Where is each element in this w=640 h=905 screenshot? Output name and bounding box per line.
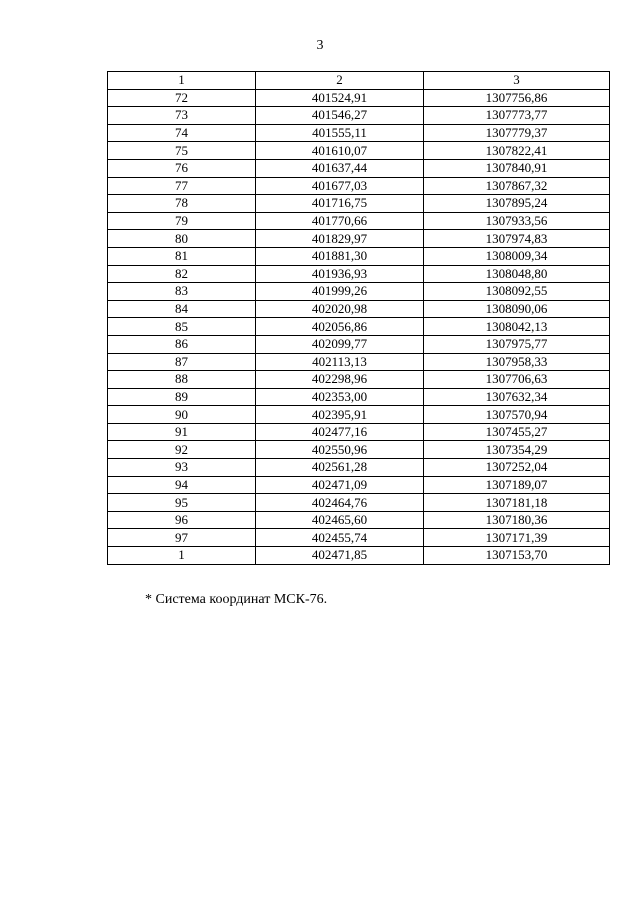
- table-body: [108, 89, 610, 564]
- x-coordinate-cell: 401637,44: [256, 159, 424, 177]
- x-coordinate-cell: 402113,13: [256, 353, 424, 371]
- point-number-cell: 97: [108, 529, 256, 547]
- y-coordinate-cell: 1308090,06: [424, 300, 610, 318]
- table-row: [108, 476, 610, 494]
- x-coordinate-cell: 401546,27: [256, 107, 424, 125]
- x-coordinate-cell: 402561,28: [256, 459, 424, 477]
- table-row: [108, 441, 610, 459]
- table-row: [108, 318, 610, 336]
- point-number-cell: 89: [108, 388, 256, 406]
- y-coordinate-cell: 1308009,34: [424, 247, 610, 265]
- point-number-cell: 1: [108, 547, 256, 565]
- point-number-cell: 87: [108, 353, 256, 371]
- table-row: [108, 142, 610, 160]
- point-number-cell: 94: [108, 476, 256, 494]
- x-coordinate-cell: 402471,09: [256, 476, 424, 494]
- y-coordinate-cell: 1307958,33: [424, 353, 610, 371]
- x-coordinate-cell: 401829,97: [256, 230, 424, 248]
- table-row: [108, 353, 610, 371]
- y-coordinate-cell: 1307895,24: [424, 195, 610, 213]
- point-number-cell: 81: [108, 247, 256, 265]
- column-header-y: 3: [424, 72, 610, 90]
- table-row: [108, 230, 610, 248]
- table-row: [108, 494, 610, 512]
- point-number-cell: 91: [108, 423, 256, 441]
- point-number-cell: 72: [108, 89, 256, 107]
- y-coordinate-cell: 1307756,86: [424, 89, 610, 107]
- point-number-cell: 74: [108, 124, 256, 142]
- y-coordinate-cell: 1307840,91: [424, 159, 610, 177]
- x-coordinate-cell: 402353,00: [256, 388, 424, 406]
- point-number-cell: 93: [108, 459, 256, 477]
- column-header-x: 2: [256, 72, 424, 90]
- y-coordinate-cell: 1307252,04: [424, 459, 610, 477]
- table-row: [108, 423, 610, 441]
- y-coordinate-cell: 1307171,39: [424, 529, 610, 547]
- table-row: [108, 89, 610, 107]
- x-coordinate-cell: 402298,96: [256, 371, 424, 389]
- point-number-cell: 85: [108, 318, 256, 336]
- table-header-row: [108, 72, 610, 90]
- table-row: [108, 371, 610, 389]
- table-row: [108, 511, 610, 529]
- y-coordinate-cell: 1307180,36: [424, 511, 610, 529]
- point-number-cell: 78: [108, 195, 256, 213]
- y-coordinate-cell: 1307975,77: [424, 335, 610, 353]
- y-coordinate-cell: 1307822,41: [424, 142, 610, 160]
- point-number-cell: 75: [108, 142, 256, 160]
- x-coordinate-cell: 402056,86: [256, 318, 424, 336]
- column-header-point: 1: [108, 72, 256, 90]
- point-number-cell: 84: [108, 300, 256, 318]
- table-row: [108, 406, 610, 424]
- y-coordinate-cell: 1307570,94: [424, 406, 610, 424]
- coordinates-table: [107, 71, 610, 565]
- coordinate-system-footnote: * Система координат МСК-76.: [145, 592, 328, 607]
- y-coordinate-cell: 1307933,56: [424, 212, 610, 230]
- x-coordinate-cell: 402099,77: [256, 335, 424, 353]
- point-number-cell: 95: [108, 494, 256, 512]
- y-coordinate-cell: 1307706,63: [424, 371, 610, 389]
- table-row: [108, 195, 610, 213]
- y-coordinate-cell: 1307189,07: [424, 476, 610, 494]
- point-number-cell: 86: [108, 335, 256, 353]
- point-number-cell: 92: [108, 441, 256, 459]
- table-row: [108, 212, 610, 230]
- x-coordinate-cell: 402395,91: [256, 406, 424, 424]
- x-coordinate-cell: 401677,03: [256, 177, 424, 195]
- point-number-cell: 83: [108, 283, 256, 301]
- x-coordinate-cell: 402471,85: [256, 547, 424, 565]
- table-row: [108, 177, 610, 195]
- table-row: [108, 265, 610, 283]
- x-coordinate-cell: 402465,60: [256, 511, 424, 529]
- table-row: [108, 124, 610, 142]
- x-coordinate-cell: 402550,96: [256, 441, 424, 459]
- x-coordinate-cell: 401770,66: [256, 212, 424, 230]
- page-number: 3: [316, 38, 324, 53]
- point-number-cell: 88: [108, 371, 256, 389]
- y-coordinate-cell: 1307632,34: [424, 388, 610, 406]
- x-coordinate-cell: 401610,07: [256, 142, 424, 160]
- table-row: [108, 388, 610, 406]
- x-coordinate-cell: 401999,26: [256, 283, 424, 301]
- x-coordinate-cell: 401524,91: [256, 89, 424, 107]
- point-number-cell: 76: [108, 159, 256, 177]
- table-row: [108, 283, 610, 301]
- point-number-cell: 90: [108, 406, 256, 424]
- point-number-cell: 80: [108, 230, 256, 248]
- x-coordinate-cell: 401881,30: [256, 247, 424, 265]
- point-number-cell: 82: [108, 265, 256, 283]
- point-number-cell: 79: [108, 212, 256, 230]
- x-coordinate-cell: 401555,11: [256, 124, 424, 142]
- x-coordinate-cell: 402455,74: [256, 529, 424, 547]
- x-coordinate-cell: 402477,16: [256, 423, 424, 441]
- table-row: [108, 159, 610, 177]
- y-coordinate-cell: 1307974,83: [424, 230, 610, 248]
- table-row: [108, 459, 610, 477]
- y-coordinate-cell: 1308048,80: [424, 265, 610, 283]
- table-row: [108, 547, 610, 565]
- x-coordinate-cell: 402464,76: [256, 494, 424, 512]
- x-coordinate-cell: 401716,75: [256, 195, 424, 213]
- y-coordinate-cell: 1308092,55: [424, 283, 610, 301]
- x-coordinate-cell: 401936,93: [256, 265, 424, 283]
- table-row: [108, 107, 610, 125]
- y-coordinate-cell: 1307354,29: [424, 441, 610, 459]
- point-number-cell: 77: [108, 177, 256, 195]
- y-coordinate-cell: 1307773,77: [424, 107, 610, 125]
- y-coordinate-cell: 1307867,32: [424, 177, 610, 195]
- point-number-cell: 73: [108, 107, 256, 125]
- y-coordinate-cell: 1307153,70: [424, 547, 610, 565]
- y-coordinate-cell: 1307779,37: [424, 124, 610, 142]
- y-coordinate-cell: 1307181,18: [424, 494, 610, 512]
- table-row: [108, 529, 610, 547]
- table-row: [108, 300, 610, 318]
- point-number-cell: 96: [108, 511, 256, 529]
- table-row: [108, 247, 610, 265]
- x-coordinate-cell: 402020,98: [256, 300, 424, 318]
- y-coordinate-cell: 1307455,27: [424, 423, 610, 441]
- y-coordinate-cell: 1308042,13: [424, 318, 610, 336]
- table-row: [108, 335, 610, 353]
